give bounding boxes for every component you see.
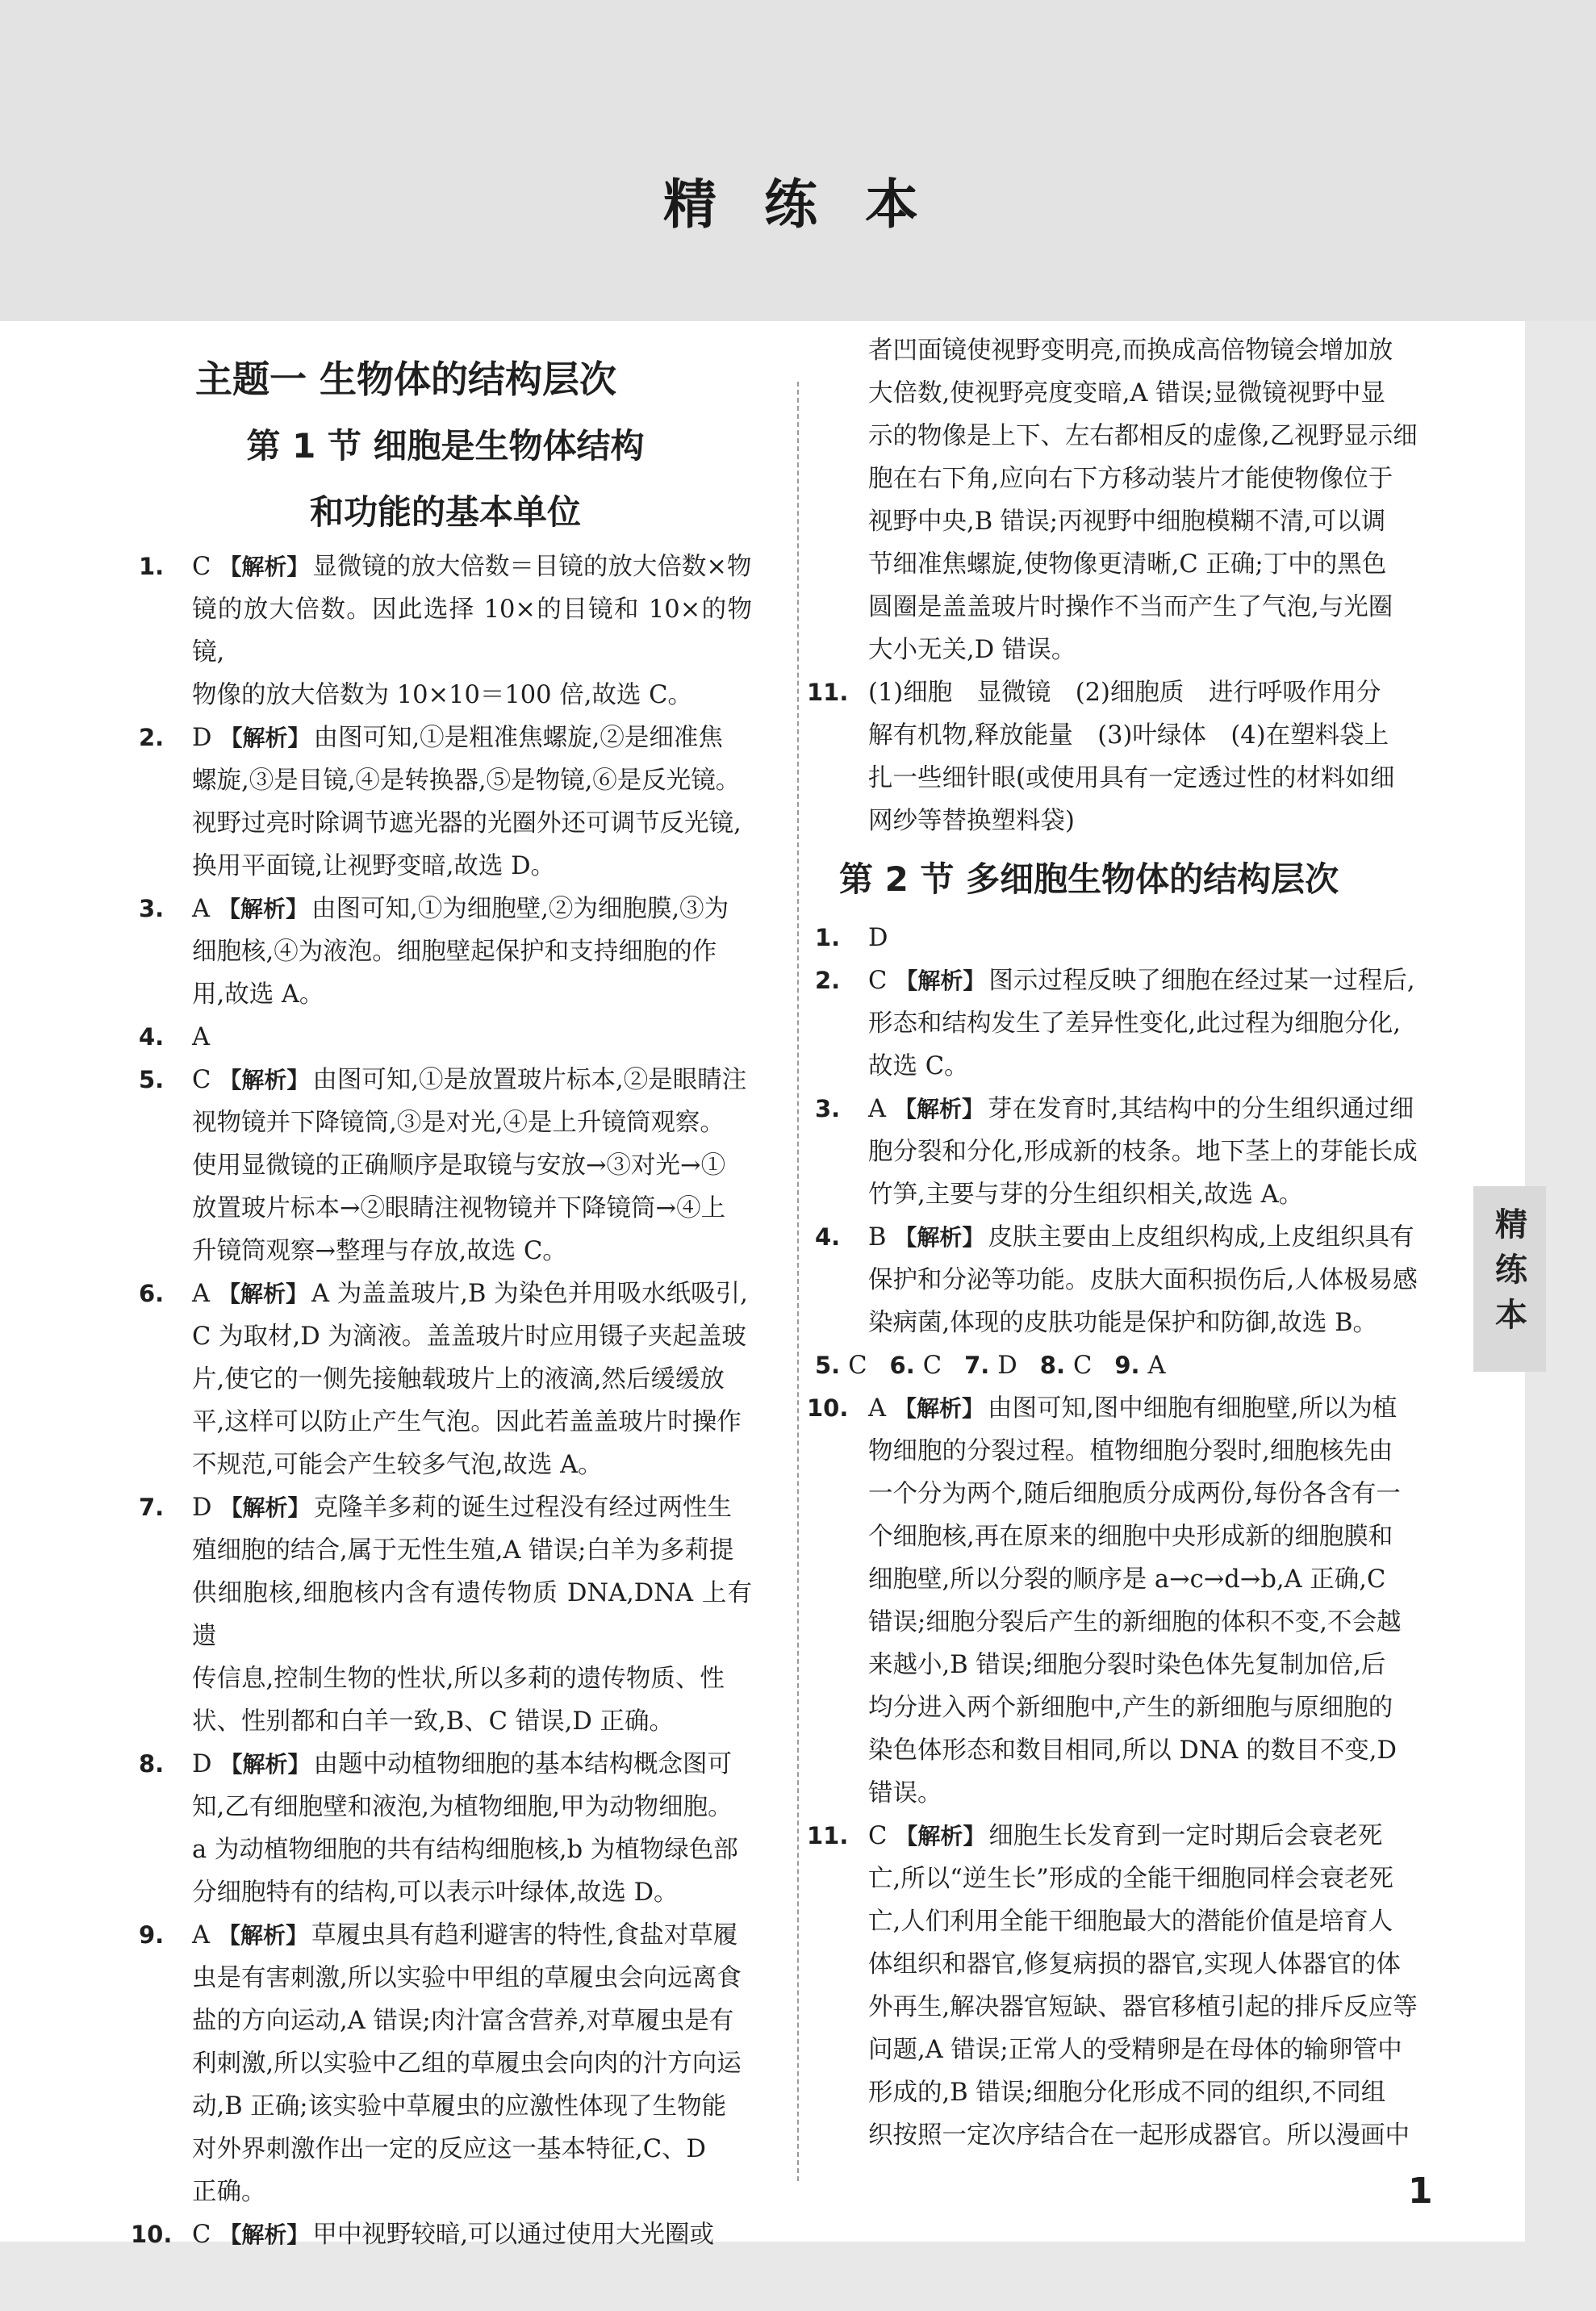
right-column <box>807 329 1460 2157</box>
answer-first-line <box>815 959 1460 1002</box>
answer-first-line <box>139 888 752 930</box>
item-11-section1 <box>807 671 1460 842</box>
answer-text: 细胞生长发育到一定时期后会衰老死 <box>988 1822 1383 1850</box>
answer-line: 细胞壁,所以分裂的顺序是 a→c→d→b,A 正确,C <box>868 1565 1386 1594</box>
answer-first-line <box>815 917 1460 959</box>
answer-first-line <box>815 1088 1460 1130</box>
page-number: 1 <box>1408 2171 1433 2212</box>
item-number: 11. <box>807 679 849 706</box>
answer-letter: C <box>192 1066 211 1094</box>
answer-letter: C <box>1072 1352 1093 1380</box>
answer-line: 螺旋,③是目镜,④是转换器,⑤是物镜,⑥是反光镜。 <box>192 767 741 795</box>
answer-letter: A <box>192 1023 211 1051</box>
answer-first-line <box>139 1486 752 1529</box>
analysis-tag: 【解析】 <box>894 1224 985 1251</box>
analysis-tag: 【解析】 <box>218 1922 309 1949</box>
answer-text: 由图可知,图中细胞有细胞壁,所以为植 <box>988 1394 1398 1423</box>
answer-item <box>139 545 752 717</box>
answer-letter: C <box>868 967 888 995</box>
item-number: 9. <box>139 1921 165 1949</box>
answer-line: 知,乙有细胞壁和液泡,为植物细胞,甲为动物细胞。 <box>192 1793 733 1821</box>
answer-line: 不规范,可能会产生较多气泡,故选 A。 <box>192 1451 603 1479</box>
item-number: 3. <box>815 1095 841 1122</box>
answer-line: 错误。 <box>868 1779 942 1807</box>
item-number: 10. <box>131 2221 173 2248</box>
answer-item <box>815 917 1460 959</box>
answer-line: 细胞核,④为液泡。细胞壁起保护和支持细胞的作 <box>192 938 717 966</box>
answer-letter: A <box>868 1394 887 1423</box>
answer-item <box>139 1016 752 1059</box>
answer-first-line <box>807 671 1460 714</box>
item-number: 3. <box>139 895 165 922</box>
answer-text: 由题中动植物细胞的基本结构概念图可 <box>313 1750 732 1778</box>
answer-line: 虫是有害刺激,所以实验中甲组的草履虫会向远离食 <box>192 1964 742 1992</box>
answer-letter: C <box>192 2221 211 2249</box>
answer-letter: D <box>997 1352 1017 1380</box>
answer-line: 殖细胞的结合,属于无性生殖,A 错误;白羊为多莉提 <box>192 1536 734 1565</box>
answer-text: 皮肤主要由上皮组织构成,上皮组织具有 <box>988 1223 1414 1252</box>
answer-line: 竹笋,主要与芽的分生组织相关,故选 A。 <box>868 1181 1304 1209</box>
answer-line: 均分进入两个新细胞中,产生的新细胞与原细胞的 <box>868 1694 1393 1722</box>
item-number: 1. <box>815 924 841 951</box>
answer-line: 织按照一定次序结合在一起形成器官。所以漫画中 <box>868 2121 1410 2150</box>
item-number: 5. <box>139 1066 165 1093</box>
item-number: 9. <box>1114 1352 1140 1379</box>
answer-first-line <box>807 1815 1460 1858</box>
answer-first-line <box>139 1743 752 1786</box>
answer-line: 故选 C。 <box>868 1052 969 1080</box>
answer-text: 由图可知,①是放置玻片标本,②是眼睛注 <box>312 1066 747 1094</box>
answer-item <box>807 1815 1460 2157</box>
answer-line: 视野过亮时除调节遮光器的光圈外还可调节反光镜, <box>192 809 742 838</box>
answer-line: 视物镜并下降镜筒,③是对光,④是上升镜筒观察。 <box>192 1109 725 1137</box>
analysis-tag: 【解析】 <box>895 1823 986 1849</box>
analysis-tag: 【解析】 <box>894 1395 985 1422</box>
page-paper <box>0 321 1525 2249</box>
answer-line: 供细胞核,细胞核内含有遗传物质 DNA,DNA 上有遗 <box>192 1579 752 1650</box>
side-tab-label: 精练本 <box>1495 1206 1527 1334</box>
answer-letter: D <box>192 1750 212 1778</box>
answer-item <box>131 2213 752 2256</box>
answer-line: 问题,A 错误;正常人的受精卵是在母体的输卵管中 <box>868 2036 1402 2064</box>
answer-line: 形成的,B 错误;细胞分化形成不同的组织,不同组 <box>868 2079 1386 2107</box>
topic-heading: 主题一 生物体的结构层次 <box>195 357 617 401</box>
answer-letter: D <box>868 924 888 952</box>
answer-line: 网纱等替换塑料袋) <box>868 807 1075 835</box>
answer-letter: C <box>848 1352 867 1380</box>
answer-item <box>139 1743 752 1914</box>
item-number: 2. <box>139 724 165 751</box>
answer-line: 换用平面镜,让视野变暗,故选 D。 <box>192 852 556 880</box>
answer-line: 解有机物,释放能量 (3)叶绿体 (4)在塑料袋上 <box>868 721 1389 750</box>
answer-line: C 为取材,D 为滴液。盖盖玻片时应用镊子夹起盖玻 <box>192 1323 746 1351</box>
answer-line: 放置玻片标本→②眼睛注视物镜并下降镜筒→④上 <box>192 1194 726 1222</box>
answer-text: 由图可知,①为细胞壁,②为细胞膜,③为 <box>311 895 729 923</box>
answer-line: a 为动植物细胞的共有结构细胞核,b 为植物绿色部 <box>192 1836 738 1864</box>
answer-line: 形态和结构发生了差异性变化,此过程为细胞分化, <box>868 1009 1401 1038</box>
item-number: 7. <box>139 1494 165 1521</box>
answer-text: 显微镜的放大倍数＝目镜的放大倍数×物 <box>312 553 752 581</box>
right-answer-list <box>815 917 1460 1344</box>
answer-line: 示的物像是上下、左右都相反的虚像,乙视野显示细 <box>868 422 1418 450</box>
answer-text: 芽在发育时,其结构中的分生组织通过细 <box>988 1095 1414 1123</box>
answer-line: 大小无关,D 错误。 <box>868 636 1076 664</box>
answer-text: 甲中视野较暗,可以通过使用大光圈或 <box>312 2221 715 2249</box>
section-1-heading-line2: 和功能的基本单位 <box>309 492 581 532</box>
item-number: 7. <box>964 1352 990 1379</box>
answer-item <box>815 1216 1460 1344</box>
answer-text: 由图可知,①是粗准焦螺旋,②是细准焦 <box>313 724 723 752</box>
answer-letter: A <box>192 1280 211 1308</box>
answer-line: 外再生,解决器官短缺、器官移植引起的排斥反应等 <box>868 1993 1418 2021</box>
item-number: 5. <box>815 1352 841 1379</box>
item-number: 1. <box>139 553 165 580</box>
answer-item <box>139 888 752 1016</box>
answer-text: A 为盖盖玻片,B 为染色并用吸水纸吸引, <box>311 1280 748 1308</box>
answer-line: 来越小,B 错误;细胞分裂时染色体先复制加倍,后 <box>868 1651 1386 1679</box>
item-10-continuation <box>815 329 1460 671</box>
answer-line: 状、性别都和白羊一致,B、C 错误,D 正确。 <box>192 1707 674 1736</box>
answer-item <box>807 671 1460 842</box>
analysis-tag: 【解析】 <box>894 1096 985 1122</box>
answer-first-line <box>815 1216 1460 1259</box>
answer-line: 平,这样可以防止产生气泡。因此若盖盖玻片时操作 <box>192 1408 742 1436</box>
answer-line: 体组织和器官,修复病损的器官,实现人体器官的体 <box>868 1950 1401 1979</box>
left-answer-list <box>131 545 752 2256</box>
answer-letter: D <box>192 724 212 752</box>
answer-line: 一个分为两个,随后细胞质分成两份,每份各含有一 <box>868 1480 1401 1508</box>
analysis-tag: 【解析】 <box>219 554 310 580</box>
answer-item <box>139 717 752 888</box>
answer-first-line <box>139 1914 752 1957</box>
answer-item <box>139 1273 752 1486</box>
answer-line: 对外界刺激作出一定的反应这一基本特征,C、D <box>192 2135 706 2163</box>
answer-item <box>139 1059 752 1273</box>
answer-line: 分细胞特有的结构,可以表示叶绿体,故选 D。 <box>192 1878 679 1907</box>
answer-line: 个细胞核,再在原来的细胞中央形成新的细胞膜和 <box>868 1523 1393 1551</box>
answer-line: 大倍数,使视野亮度变暗,A 错误;显微镜视野中显 <box>868 379 1385 407</box>
answer-text: (1)细胞 显微镜 (2)细胞质 进行呼吸作用分 <box>868 679 1381 707</box>
answer-item <box>139 1486 752 1743</box>
answer-line: 节细准焦螺旋,使物像更清晰,C 正确;丁中的黑色 <box>868 550 1387 579</box>
answer-letter: C <box>922 1352 942 1380</box>
analysis-tag: 【解析】 <box>219 1067 310 1093</box>
answer-letter: A <box>1147 1352 1166 1380</box>
answer-first-line <box>139 545 752 588</box>
answer-line: 物像的放大倍数为 10×10＝100 倍,故选 C。 <box>192 681 693 709</box>
answer-text: 图示过程反映了细胞在经过某一过程后, <box>988 967 1415 995</box>
column-divider <box>797 382 799 2181</box>
answer-first-line <box>139 717 752 759</box>
item-number: 11. <box>807 1822 849 1849</box>
answer-line: 扎一些细针眼(或使用具有一定透过性的材料如细 <box>868 764 1395 792</box>
analysis-tag: 【解析】 <box>218 1281 309 1307</box>
answer-first-line <box>139 1059 752 1101</box>
analysis-tag: 【解析】 <box>219 1751 311 1778</box>
answer-letter: A <box>192 1921 211 1950</box>
answer-first-line <box>139 1016 752 1059</box>
answer-line: 圆圈是盖盖玻片时操作不当而产生了气泡,与光圈 <box>868 593 1393 621</box>
answer-line: 升镜筒观察→整理与存放,故选 C。 <box>192 1237 567 1265</box>
item-number: 4. <box>139 1023 165 1051</box>
answer-first-line <box>139 1273 752 1315</box>
answer-line: 视野中央,B 错误;丙视野中细胞模糊不清,可以调 <box>868 508 1386 536</box>
answers-5-to-9 <box>815 1344 1460 1387</box>
analysis-tag: 【解析】 <box>218 896 309 922</box>
answer-line: 物细胞的分裂过程。植物细胞分裂时,细胞核先由 <box>868 1437 1393 1465</box>
answer-line: 传信息,控制生物的性状,所以多莉的遗传物质、性 <box>192 1665 725 1693</box>
answer-letter: A <box>868 1095 887 1123</box>
analysis-tag: 【解析】 <box>895 967 986 994</box>
answer-letter: C <box>192 553 211 581</box>
answer-item <box>139 1914 752 2213</box>
answer-line: 染色体形态和数目相同,所以 DNA 的数目不变,D <box>868 1736 1397 1765</box>
answer-line: 染病菌,体现的皮肤功能是保护和防御,故选 B。 <box>868 1309 1377 1337</box>
answer-letter: D <box>192 1494 212 1522</box>
answer-line: 盐的方向运动,A 错误;肉汁富含营养,对草履虫是有 <box>192 2007 734 2035</box>
header-band <box>0 0 1596 321</box>
answer-letter: B <box>868 1223 887 1252</box>
page-title: 精 练 本 <box>663 173 933 236</box>
analysis-tag: 【解析】 <box>219 1494 311 1521</box>
answer-line: 亡,人们利用全能干细胞最大的潜能价值是培育人 <box>868 1908 1393 1936</box>
answer-line: 胞在右下角,应向右下方移动装片才能使物像位于 <box>868 465 1393 493</box>
item-number: 10. <box>807 1394 849 1422</box>
answer-letter: C <box>868 1822 888 1850</box>
answer-line: 片,使它的一侧先接触载玻片上的液滴,然后缓缓放 <box>192 1365 725 1394</box>
item-number: 6. <box>889 1352 915 1379</box>
section-1-heading-line1: 第 1 节 细胞是生物体结构 <box>246 426 645 466</box>
item-number: 8. <box>139 1750 165 1778</box>
answer-line: 保护和分泌等功能。皮肤大面积损伤后,人体极易感 <box>868 1266 1418 1294</box>
answer-line: 使用显微镜的正确顺序是取镜与安放→③对光→① <box>192 1151 726 1180</box>
item-number: 8. <box>1039 1352 1065 1379</box>
answer-letter: A <box>192 895 211 923</box>
left-column <box>131 329 752 2256</box>
answer-line: 胞分裂和分化,形成新的枝条。地下茎上的芽能长成 <box>868 1138 1418 1166</box>
answer-line: 正确。 <box>192 2178 266 2206</box>
answer-line: 亡,所以“逆生长”形成的全能干细胞同样会衰老死 <box>868 1865 1393 1893</box>
answer-first-line <box>807 1387 1460 1430</box>
analysis-tag: 【解析】 <box>219 725 311 751</box>
answer-item <box>815 959 1460 1088</box>
answer-line: 者凹面镜使视野变明亮,而换成高倍物镜会增加放 <box>868 336 1393 365</box>
answer-text: 克隆羊多莉的诞生过程没有经过两性生 <box>313 1494 732 1522</box>
item-number: 4. <box>815 1223 841 1251</box>
answer-line: 利刺激,所以实验中乙组的草履虫会向肉的汁方向运 <box>192 2050 742 2078</box>
right-answer-list-2 <box>807 1387 1460 2157</box>
analysis-tag: 【解析】 <box>219 2221 310 2248</box>
item-number: 6. <box>139 1280 165 1307</box>
answer-text: 草履虫具有趋利避害的特性,食盐对草履 <box>311 1921 738 1950</box>
answer-line: 用,故选 A。 <box>192 980 324 1009</box>
answer-line: 镜的放大倍数。因此选择 10×的目镜和 10×的物镜, <box>192 596 752 667</box>
answer-item <box>815 1088 1460 1216</box>
item-number: 2. <box>815 967 841 994</box>
answer-line: 错误;细胞分裂后产生的新细胞的体积不变,不会越 <box>868 1608 1402 1636</box>
answer-item <box>807 1387 1460 1815</box>
answer-line: 动,B 正确;该实验中草履虫的应激性体现了生物能 <box>192 2092 727 2121</box>
answer-first-line <box>131 2213 752 2256</box>
section-2-heading: 第 2 节 多细胞生物体的结构层次 <box>839 859 1339 899</box>
